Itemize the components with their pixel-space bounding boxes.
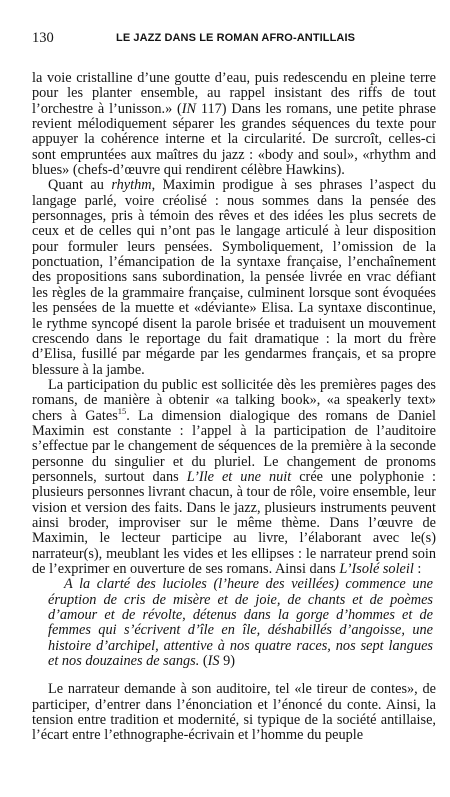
block-quote <box>32 577 436 669</box>
paragraph-participation <box>32 378 436 577</box>
paragraph-text: 117) Dans les romans, une petite phrase revient mélodiquement séparer les grandes séquences du texte pour appuyer la cohérence interne et la circularité. De surcroît, celles-ci sont empruntées aux maîtres du jazz : «body and soul», «rhythm and blues» (chefs-d’œuvre qui rendirent célèbre Hawkins). <box>32 100 436 179</box>
italic-term: rhythm <box>111 177 152 194</box>
paragraph-text: , Maximin prodigue à ses phrases l’aspect du langage parlé, voire créolisé : nous sommes dans la pensée des personnages, pris à témoin des rêves et des idées les plus secrets de ceux et de celles qui n’ont pas le langage articulé à leur disposition pour formuler leurs pensées. Symboliquement, l’omission de la ponctuation, l’émancipation de la syntaxe française, l’enchaînement des propositions sans subordination, la pensée livrée en vrac défiant les règles de la grammaire française, culminent lorsque sont évoquées les pensées de la muette et «déviante» Elisa. La syntaxe discontinue, le rythme syncopé disent la parole brisée et traduisent un mouvement crescendo dans le reportage du fait dramatique : la mort du frère d’Elisa, fusillé par mégarde par les gendarmes français, et sa propre blessure à la jambe. <box>32 177 436 378</box>
paragraph-rhythm <box>32 178 436 377</box>
book-title: L’Isolé soleil <box>339 561 414 577</box>
footnote-ref: 15 <box>117 405 127 416</box>
book-title: L’Ile et une nuit <box>186 468 292 485</box>
running-title: LE JAZZ DANS LE ROMAN AFRO-ANTILLAIS <box>116 32 356 44</box>
paragraph-text: La participation du public est sollicitée dès les premières pages des romans, de manière à obtenir «a talking book», «a speakerly text» chers à Gates <box>32 376 436 424</box>
quote-citation: 9) <box>219 653 236 670</box>
page-header <box>32 30 432 46</box>
quote-text: A la clarté des lucioles (l’heure des veillées) commence une éruption de cris de misère et de joie, de chants et de poèmes d’amour et de révolte, détenus dans la gorge d’hommes et de femmes qui s’écrivent d’île en île, déshabillés d’angoisse, une histoire d’archipel, attentive à nos quatre races, nos sept langues et nos douzaines de sangs. <box>48 576 433 670</box>
paragraph-narrator: Le narrateur demande à son auditoire, tel «le tireur de contes», de participer, d’entrer dans l’énonciation et l’énoncé du conte. Ainsi, la tension entre tradition et modernité, si typique de la société antillaise, l’écart entre l’ethnographe-écrivain et l’homme du peuple <box>32 681 436 744</box>
work-abbreviation: IS <box>207 653 220 670</box>
paragraph-text: crée une polyphonie : plusieurs personnes livrant chacun, à tour de rôle, voire ensemble, leur vision et version des faits. Dans le jazz, plusieurs instruments peuvent ainsi broder, improviser sur le même thème. Dans l’œuvre de Maximin, le lecteur participe au livre, l’élaborant avec le(s) narrateur(s), meublant les vides et les ellipses : le narrateur prend soin de l’exprimer en ouverture de ses romans. Ainsi dans <box>32 468 436 577</box>
quote-citation: ( <box>199 653 208 670</box>
page-number: 130 <box>32 30 54 46</box>
body-text <box>32 71 436 744</box>
paragraph-text: la voie cristalline d’une goutte d’eau, puis redescendu en pleine terre pour les planter ensemble, au rappel insistant des riffs de tout l’orchestre à l’unisson.» ( <box>32 70 436 117</box>
paragraph-text: Quant au <box>48 177 112 194</box>
paragraph-text: : <box>413 561 422 577</box>
paragraph-text: . La dimension dialogique des romans de Daniel Maximin est constante : l’appel à la participation de l’auditoire s’effectue par le changement de séquences de la première à la seconde personne du singulier et du pluriel. Le changement de pronoms personnels, surtout dans <box>32 407 437 485</box>
work-abbreviation: IN <box>181 100 197 117</box>
paragraph-continued <box>32 71 436 178</box>
